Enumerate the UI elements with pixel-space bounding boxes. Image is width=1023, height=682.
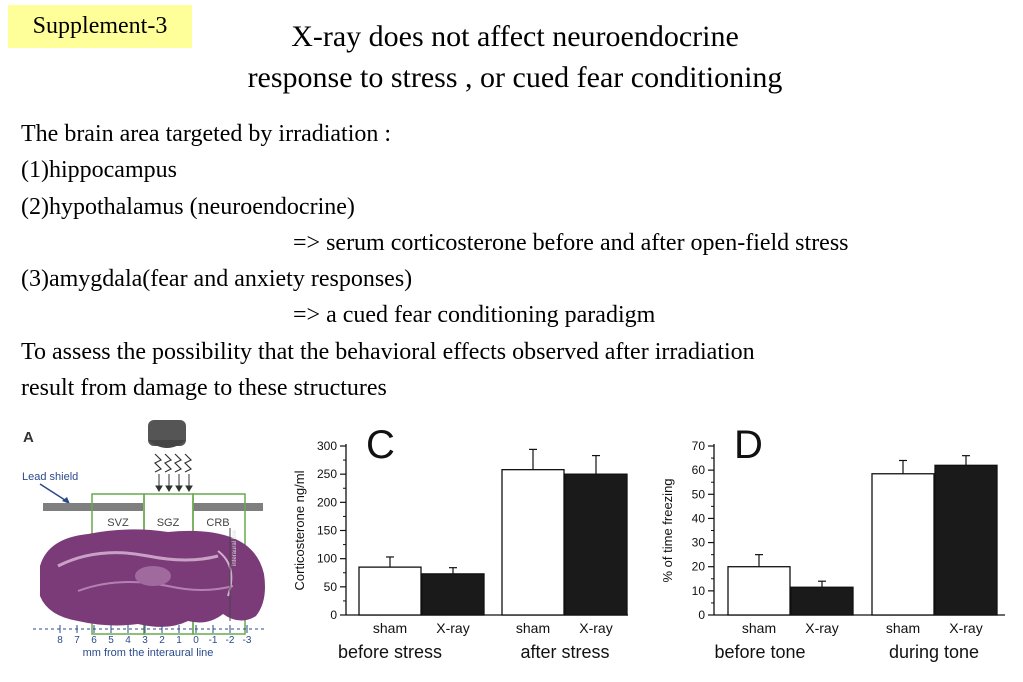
bar <box>359 567 421 615</box>
mm-tick-label: 7 <box>74 635 80 646</box>
body-line: (2)hypothalamus (neuroendocrine) <box>21 193 355 220</box>
panel-letter: D <box>734 423 763 467</box>
mm-tick-label: 4 <box>125 635 131 646</box>
slide-title <box>170 16 860 98</box>
body-line: => serum corticosterone before and after open-field stress <box>293 229 849 256</box>
chart-d <box>660 418 1015 670</box>
panel-a-letter: A <box>23 429 34 446</box>
bar-label: sham <box>372 620 408 636</box>
bar <box>791 587 853 615</box>
group-label: before tone <box>714 642 806 662</box>
lead-shield-label: Lead shield <box>22 471 79 483</box>
y-axis-label: % of time freezing <box>660 478 675 583</box>
mm-tick-label: 2 <box>159 635 165 646</box>
y-tick-label: 0 <box>698 608 705 622</box>
bar <box>565 474 627 615</box>
group-label: during tone <box>888 642 980 662</box>
mm-tick-label: 8 <box>57 635 63 646</box>
y-tick-label: 50 <box>691 487 705 502</box>
lead-shield-right <box>193 503 263 511</box>
y-tick-label: 30 <box>691 535 705 550</box>
sgz-label: SGZ <box>156 517 180 529</box>
bar-label: sham <box>741 620 777 636</box>
bar-label: X-ray <box>949 620 983 636</box>
mm-tick-label: 5 <box>108 635 114 646</box>
y-tick-label: 250 <box>316 467 337 482</box>
bar-label: X-ray <box>579 620 613 636</box>
y-tick-label: 300 <box>316 439 337 453</box>
chart-c <box>283 418 643 670</box>
panel-letter: C <box>366 423 395 467</box>
body-line: (3)amygdala(fear and anxiety responses) <box>21 266 413 293</box>
bar <box>502 470 564 615</box>
y-tick-label: 10 <box>691 583 705 598</box>
body-line: => a cued fear conditioning paradigm <box>293 302 656 329</box>
y-tick-label: 50 <box>323 579 337 594</box>
y-tick-label: 100 <box>316 551 337 566</box>
title-line-2: response to stress , or cued fear conditioning <box>247 61 783 94</box>
body-line: result from damage to these structures <box>21 375 387 402</box>
bar <box>422 574 484 615</box>
y-tick-label: 60 <box>691 463 705 478</box>
body-line: The brain area targeted by irradiation : <box>21 121 392 147</box>
title-line-1: X-ray does not affect neuroendocrine <box>291 20 739 53</box>
y-tick-label: 40 <box>691 511 705 526</box>
bar <box>728 567 790 615</box>
group-label: after stress <box>520 642 610 662</box>
y-axis-label: Corticosterone ng/ml <box>292 470 307 591</box>
bar <box>935 465 997 615</box>
mm-tick-label: 6 <box>91 635 97 646</box>
interaural-line-label: interaural line <box>232 529 238 566</box>
bar-label: sham <box>515 620 551 636</box>
bar-label: X-ray <box>805 620 839 636</box>
bar-label: X-ray <box>436 620 470 636</box>
y-tick-label: 200 <box>316 495 337 510</box>
panel-a-figure <box>18 416 273 666</box>
body-line: To assess the possibility that the behavioral effects observed after irradiation <box>21 338 755 365</box>
supplement-badge: Supplement-3 <box>8 5 192 48</box>
group-label: before stress <box>337 642 443 662</box>
svz-label: SVZ <box>107 517 129 529</box>
mm-tick-label: 1 <box>176 635 182 646</box>
mm-tick-label: 0 <box>193 635 199 646</box>
bar-label: sham <box>885 620 921 636</box>
y-tick-label: 20 <box>691 559 705 574</box>
mm-tick-label: -2 <box>225 635 235 646</box>
mm-tick-label: 3 <box>142 635 148 646</box>
y-tick-label: 0 <box>330 608 337 622</box>
lead-shield-left <box>43 503 143 511</box>
xray-beam-icon <box>155 454 191 472</box>
mm-tick-label: -1 <box>208 635 218 646</box>
bar <box>872 474 934 615</box>
mm-tick-label: -3 <box>242 635 252 646</box>
y-tick-label: 70 <box>691 439 705 453</box>
crb-label: CRB <box>206 517 230 529</box>
lead-shield-arrow-icon <box>40 484 68 502</box>
y-tick-label: 150 <box>316 523 337 538</box>
body-line: (1)hippocampus <box>21 157 177 184</box>
body-text <box>21 116 849 406</box>
panel-a-xlabel: mm from the interaural line <box>82 647 214 659</box>
